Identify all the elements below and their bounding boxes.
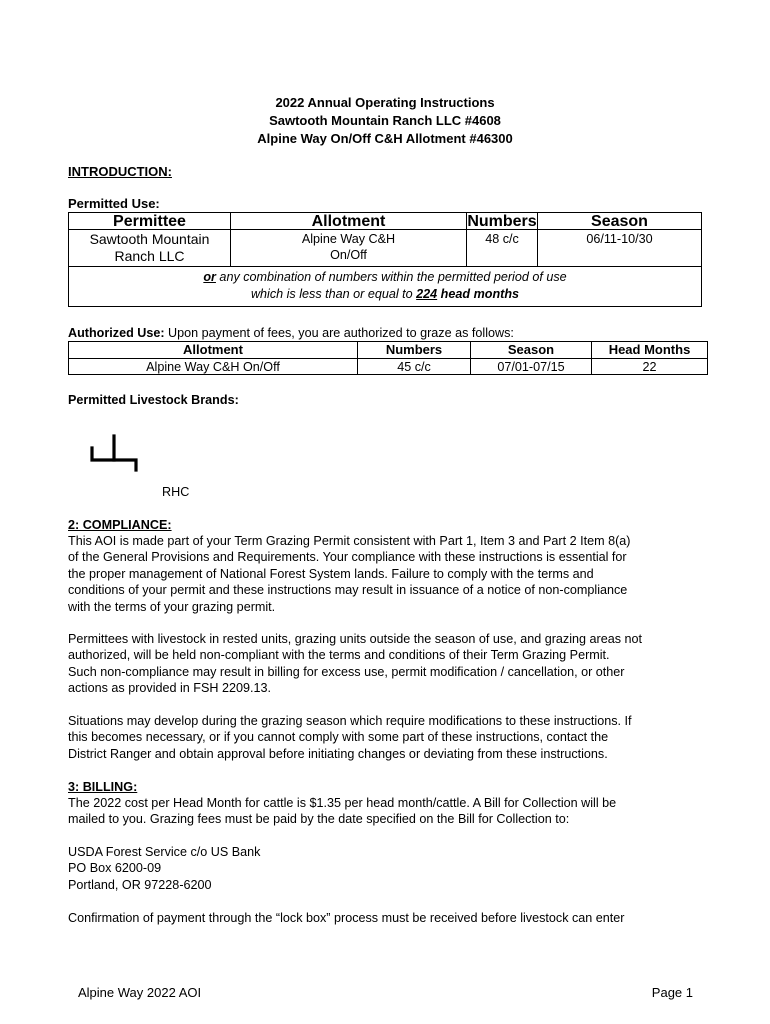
- permitted-use-table: [68, 212, 702, 307]
- compliance-paragraph-1: This AOI is made part of your Term Grazing Permit consistent with Part 1, Item 3 and Part 2 Item 8(a) of the General Provisions and Requirements. Your compliance with these instructions is essential for the proper management of National Forest System lands. Failure to comply with the terms and conditions of your permit and these instructions may result in issuance of a notice of non-compliance with the terms of your grazing permit.: [68, 534, 631, 614]
- permitted-use-note: or any combination of numbers within the permitted period of use which is less than or equal to 224 head months: [203, 270, 567, 301]
- auth-cell-numbers: 45 c/c: [397, 360, 431, 374]
- billing-heading: 3: BILLING:: [68, 780, 138, 794]
- doc-title-line1: 2022 Annual Operating Instructions: [275, 95, 495, 110]
- auth-col-head-months: Head Months: [608, 342, 691, 357]
- doc-title-line2: Sawtooth Mountain Ranch LLC #4608: [269, 113, 501, 128]
- cell-allotment: Alpine Way C&H On/Off: [301, 232, 396, 262]
- col-permittee: Permittee: [113, 213, 186, 230]
- auth-cell-allotment: Alpine Way C&H On/Off: [146, 360, 280, 374]
- compliance-heading: 2: COMPLIANCE:: [68, 518, 172, 532]
- billing-address: USDA Forest Service c/o US Bank PO Box 6200-09 Portland, OR 97228-6200: [68, 845, 261, 892]
- cell-permittee: Sawtooth Mountain Ranch LLC: [89, 231, 210, 264]
- cell-numbers: 48 c/c: [485, 232, 519, 246]
- auth-cell-head-months: 22: [642, 360, 657, 374]
- brand-caption: RHC: [162, 485, 190, 499]
- livestock-brand-icon: [88, 432, 144, 474]
- auth-col-season: Season: [507, 342, 555, 357]
- authorized-use-table: [68, 341, 708, 375]
- compliance-paragraph-2: Permittees with livestock in rested units, grazing units outside the season of use, and grazing areas not authorized, will be held non-compliant with the terms and conditions of their Term Grazing Permit. Such non-compliance may result in billing for excess use, permit modification / cancellation, or other actions as provided in FSH 2209.13.: [68, 632, 643, 696]
- authorized-use-line: Authorized Use: Upon payment of fees, you are authorized to graze as follows:: [68, 326, 514, 340]
- col-numbers: Numbers: [467, 213, 537, 230]
- doc-title-line3: Alpine Way On/Off C&H Allotment #46300: [257, 131, 513, 146]
- billing-paragraph-1: The 2022 cost per Head Month for cattle is $1.35 per head month/cattle. A Bill for Collection will be mailed to you. Grazing fees must be paid by the date specified on the Bill for Collection to:: [68, 796, 617, 827]
- intro-heading: INTRODUCTION:: [68, 164, 172, 179]
- cell-season: 06/11-10/30: [586, 232, 653, 246]
- billing-paragraph-2: Confirmation of payment through the “lock box” process must be received before livestock can enter: [68, 911, 625, 925]
- permitted-use-label: Permitted Use:: [68, 196, 160, 211]
- footer-document-name: Alpine Way 2022 AOI: [78, 985, 202, 1000]
- footer-page-number: Page 1: [651, 985, 693, 1000]
- auth-col-numbers: Numbers: [385, 342, 443, 357]
- auth-cell-season: 07/01-07/15: [497, 360, 565, 374]
- brands-label: Permitted Livestock Brands:: [68, 393, 239, 407]
- compliance-paragraph-3: Situations may develop during the grazing season which require modifications to these instructions. If this becomes necessary, or if you cannot comply with some part of these instructions, contact the District Ranger and obtain approval before initiating changes or deviating from these instructions.: [68, 714, 632, 761]
- auth-col-allotment: Allotment: [183, 342, 243, 357]
- col-season: Season: [591, 213, 648, 230]
- col-allotment: Allotment: [311, 213, 386, 230]
